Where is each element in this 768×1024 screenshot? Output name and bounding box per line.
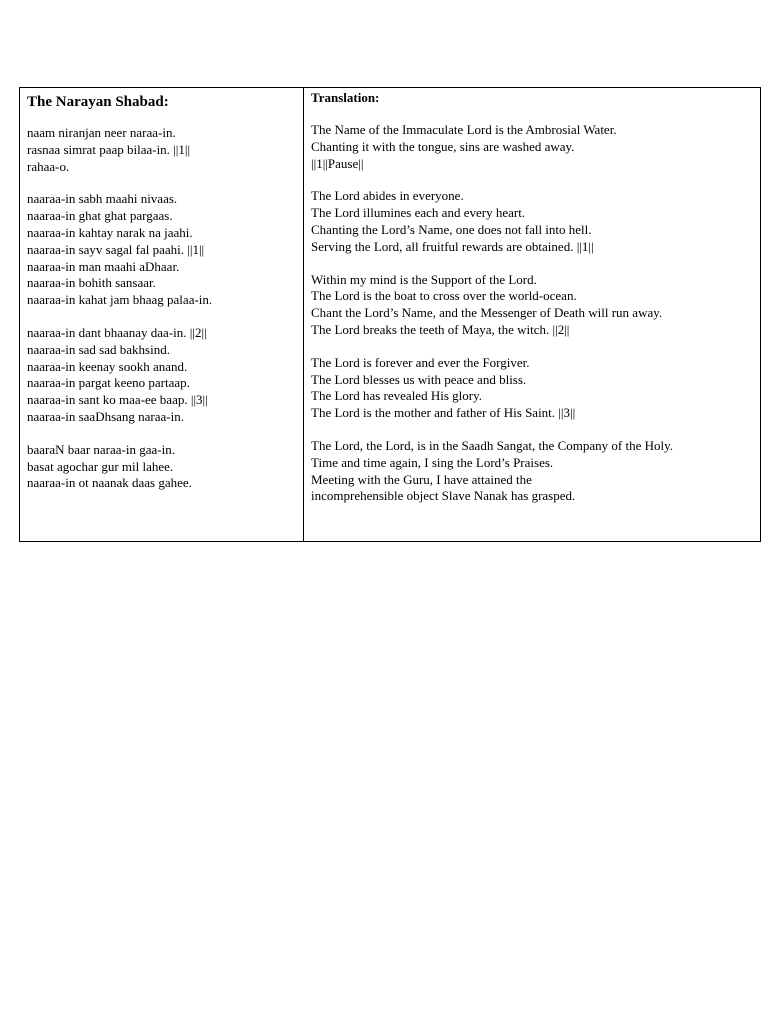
translation-title: Translation: (311, 90, 380, 105)
translation-line: Time and time again, I sing the Lord’s Praises. (311, 454, 554, 470)
transliteration-line: naam niranjan neer naraa-in. (27, 125, 176, 140)
transliteration-line: rahaa-o. (27, 158, 70, 174)
transliteration-line: naaraa-in ghat ghat pargaas. (27, 208, 173, 224)
translation-line: Serving the Lord, all fruitful rewards are obtained. ||1|| (311, 238, 594, 254)
transliteration-line: naaraa-in sabh maahi nivaas. (27, 191, 178, 207)
translation-line: ||1||Pause|| (311, 155, 364, 171)
translation-line: The Lord, the Lord, is in the Saadh Sangat, the Company of the Holy. (311, 437, 674, 453)
transliteration-line: baaraN baar naraa-in gaa-in. (27, 441, 175, 457)
transliteration-stanza (27, 325, 303, 426)
translation-stanza (311, 438, 760, 505)
translation-line: Meeting with the Guru, I have attained the (311, 471, 532, 487)
transliteration-title: The Narayan Shabad: (27, 94, 169, 110)
shabad-table (19, 87, 761, 542)
translation-stanza (311, 188, 760, 255)
translation-column (304, 88, 760, 541)
translation-stanza (311, 272, 760, 339)
translation-line: The Lord breaks the teeth of Maya, the witch. ||2|| (311, 321, 570, 337)
transliteration-line: rasnaa simrat paap bilaa-in. ||1|| (27, 141, 191, 157)
transliteration-line: naaraa-in sant ko maa-ee baap. ||3|| (27, 392, 208, 408)
transliteration-line: naaraa-in kahat jam bhaag palaa-in. (27, 292, 213, 308)
transliteration-line: naaraa-in pargat keeno partaap. (27, 375, 190, 391)
translation-line: Within my mind is the Support of the Lord. (311, 271, 537, 287)
translation-line: Chanting it with the tongue, sins are washed away. (311, 138, 575, 154)
translation-line: Chanting the Lord’s Name, one does not fall into hell. (311, 221, 592, 237)
translation-stanza (311, 355, 760, 422)
transliteration-stanzas (27, 125, 303, 492)
translation-line: The Name of the Immaculate Lord is the Ambrosial Water. (311, 122, 617, 137)
transliteration-line: naaraa-in sad sad bakhsind. (27, 341, 170, 357)
transliteration-line: naaraa-in dant bhaanay daa-in. ||2|| (27, 324, 207, 340)
transliteration-line: naaraa-in keenay sookh anand. (27, 358, 188, 374)
translation-line: The Lord blesses us with peace and bliss. (311, 371, 527, 387)
transliteration-line: naaraa-in saaDhsang naraa-in. (27, 408, 184, 424)
transliteration-stanza (27, 442, 303, 492)
translation-line: The Lord is the boat to cross over the world-ocean. (311, 288, 577, 304)
transliteration-column (20, 88, 304, 541)
translation-line: The Lord is forever and ever the Forgiver. (311, 354, 530, 370)
translation-stanza (311, 122, 760, 172)
translation-line: Chant the Lord’s Name, and the Messenger of Death will run away. (311, 305, 663, 321)
translation-line: The Lord is the mother and father of His Saint. ||3|| (311, 405, 576, 421)
translation-line: The Lord has revealed His glory. (311, 388, 482, 404)
transliteration-line: naaraa-in bohith sansaar. (27, 275, 156, 291)
transliteration-stanza (27, 191, 303, 309)
translation-line: incomprehensible object Slave Nanak has grasped. (311, 488, 576, 504)
transliteration-line: naaraa-in ot naanak daas gahee. (27, 475, 192, 491)
transliteration-line: naaraa-in sayv sagal fal paahi. ||1|| (27, 241, 205, 257)
transliteration-stanza (27, 125, 303, 175)
translation-line: The Lord abides in everyone. (311, 188, 464, 204)
transliteration-line: naaraa-in kahtay narak na jaahi. (27, 224, 193, 240)
translation-stanzas (311, 122, 760, 505)
translation-line: The Lord illumines each and every heart. (311, 205, 526, 221)
transliteration-line: naaraa-in man maahi aDhaar. (27, 258, 180, 274)
transliteration-line: basat agochar gur mil lahee. (27, 458, 174, 474)
